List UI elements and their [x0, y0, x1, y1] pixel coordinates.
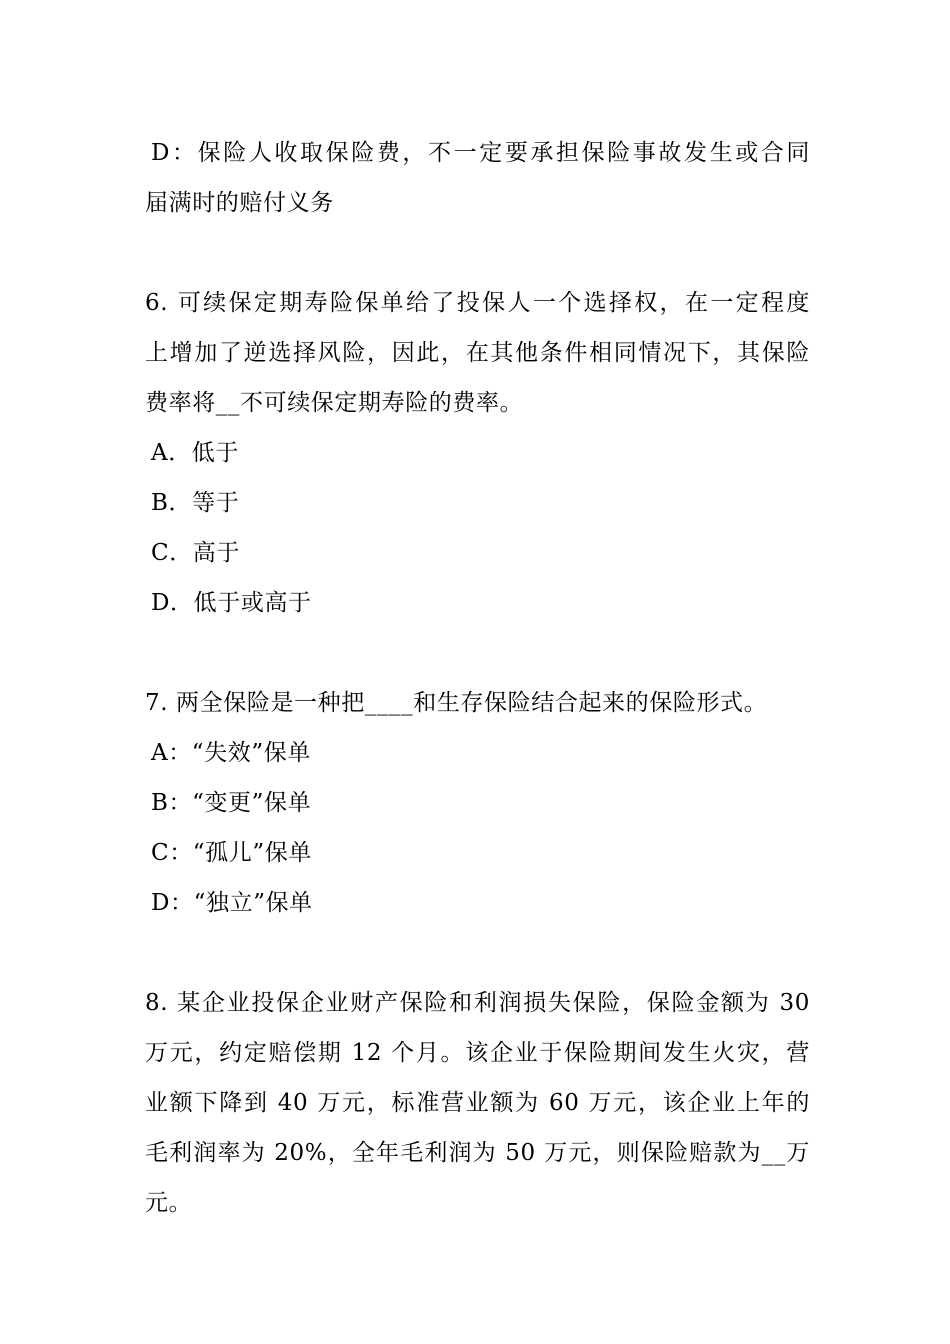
q5-option-d	[145, 128, 810, 228]
question-7	[145, 678, 810, 928]
q8-stem-line-2: 万元，约定赔偿期 12 个月。该企业于保险期间发生火灾，营	[145, 1040, 810, 1066]
paragraph-gap	[145, 928, 810, 978]
q8-stem-line-1: 8. 某企业投保企业财产保险和利润损失保险，保险金额为 30	[145, 990, 810, 1016]
q6-stem-line-3: 费率将__不可续保定期寿险的费率。	[145, 390, 524, 416]
q6-option-d: D．低于或高于	[151, 590, 312, 616]
q6-option-b: B．等于	[151, 490, 240, 516]
q8-stem-line-4: 毛利润率为 20%，全年毛利润为 50 万元，则保险赔款为__万	[145, 1140, 810, 1166]
document-page	[145, 128, 810, 1228]
q5-option-d-line-1: D：保险人收取保险费，不一定要承担保险事故发生或合同	[151, 140, 810, 166]
q8-stem-line-3: 业额下降到 40 万元，标准营业额为 60 万元，该企业上年的	[145, 1090, 810, 1116]
q6-stem-line-2: 上增加了逆选择风险，因此，在其他条件相同情况下，其保险	[145, 340, 810, 366]
q7-option-b: B：“变更”保单	[151, 790, 312, 816]
question-6	[145, 278, 810, 628]
paragraph-gap	[145, 228, 810, 278]
q6-option-a: A．低于	[151, 440, 240, 466]
q7-option-c: C：“孤儿”保单	[151, 840, 312, 866]
question-8	[145, 978, 810, 1228]
q6-option-c: C．高于	[151, 540, 240, 566]
q7-option-a: A：“失效”保单	[151, 740, 311, 766]
q6-stem-line-1: 6. 可续保定期寿险保单给了投保人一个选择权，在一定程度	[145, 290, 810, 316]
paragraph-gap	[145, 628, 810, 678]
q7-stem-line-1: 7. 两全保险是一种把____和生存保险结合起来的保险形式。	[145, 690, 768, 716]
q8-stem-line-5: 元。	[145, 1190, 193, 1216]
q7-option-d: D：“独立”保单	[151, 890, 313, 916]
q5-option-d-line-2: 届满时的赔付义务	[145, 190, 334, 216]
